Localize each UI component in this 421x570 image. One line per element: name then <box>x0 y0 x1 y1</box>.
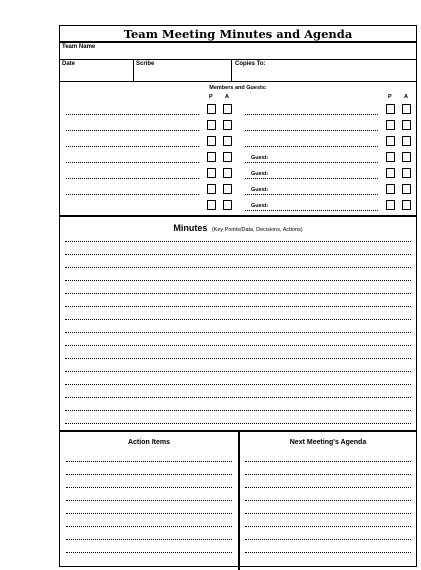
minutes-subheading: (Key Points/Data, Decisions, Actions) <box>211 227 303 233</box>
guest-line[interactable] <box>245 178 378 179</box>
minutes-heading-row <box>60 218 416 236</box>
team-name-label: Team Name <box>62 44 96 50</box>
minutes-line[interactable] <box>65 319 411 320</box>
divider <box>133 59 134 81</box>
member-line[interactable] <box>66 146 199 147</box>
divider <box>60 81 416 82</box>
minutes-heading: Minutes <box>173 223 208 233</box>
absent-header-right: A <box>404 94 408 100</box>
minutes-line[interactable] <box>65 384 411 385</box>
meeting-form <box>59 25 417 567</box>
absent-checkbox[interactable] <box>223 152 232 162</box>
agenda-line[interactable] <box>245 474 411 475</box>
minutes-line[interactable] <box>65 254 411 255</box>
guest-label: Guest: <box>251 171 269 177</box>
absent-checkbox[interactable] <box>402 168 411 178</box>
absent-checkbox[interactable] <box>402 120 411 130</box>
absent-checkbox[interactable] <box>223 168 232 178</box>
guest-label: Guest: <box>251 187 269 193</box>
copies-to-label: Copies To: <box>235 61 266 67</box>
scribe-label: Scribe <box>136 61 155 67</box>
action-item-line[interactable] <box>66 500 232 501</box>
present-checkbox[interactable] <box>386 200 395 210</box>
agenda-line[interactable] <box>245 500 411 501</box>
guest-line[interactable] <box>245 210 378 211</box>
absent-checkbox[interactable] <box>402 136 411 146</box>
absent-checkbox[interactable] <box>402 184 411 194</box>
agenda-line[interactable] <box>245 513 411 514</box>
form-title: Team Meeting Minutes and Agenda <box>123 27 353 41</box>
agenda-line[interactable] <box>245 461 411 462</box>
present-checkbox[interactable] <box>207 168 216 178</box>
absent-checkbox[interactable] <box>223 184 232 194</box>
action-item-line[interactable] <box>66 461 232 462</box>
minutes-line[interactable] <box>65 410 411 411</box>
present-header-right: P <box>388 94 392 100</box>
absent-checkbox[interactable] <box>402 104 411 114</box>
member-line[interactable] <box>66 178 199 179</box>
agenda-line[interactable] <box>245 487 411 488</box>
action-item-line[interactable] <box>66 474 232 475</box>
divider <box>60 41 416 43</box>
present-header-left: P <box>209 94 213 100</box>
present-checkbox[interactable] <box>207 152 216 162</box>
present-checkbox[interactable] <box>207 104 216 114</box>
agenda-line[interactable] <box>245 526 411 527</box>
absent-checkbox[interactable] <box>402 152 411 162</box>
divider <box>231 59 232 81</box>
present-checkbox[interactable] <box>386 136 395 146</box>
member-line[interactable] <box>245 146 378 147</box>
present-checkbox[interactable] <box>207 136 216 146</box>
agenda-line[interactable] <box>245 552 411 553</box>
members-heading: Members and Guests: <box>209 85 267 91</box>
absent-checkbox[interactable] <box>223 120 232 130</box>
divider <box>238 430 240 570</box>
minutes-line[interactable] <box>65 358 411 359</box>
absent-header-left: A <box>225 94 229 100</box>
divider <box>60 215 416 217</box>
minutes-line[interactable] <box>65 293 411 294</box>
guest-line[interactable] <box>245 162 378 163</box>
absent-checkbox[interactable] <box>223 104 232 114</box>
member-line[interactable] <box>66 194 199 195</box>
minutes-line[interactable] <box>65 371 411 372</box>
member-line[interactable] <box>245 114 378 115</box>
present-checkbox[interactable] <box>386 184 395 194</box>
action-item-line[interactable] <box>66 539 232 540</box>
present-checkbox[interactable] <box>386 168 395 178</box>
next-agenda-heading: Next Meeting's Agenda <box>289 439 367 446</box>
action-item-line[interactable] <box>66 513 232 514</box>
absent-checkbox[interactable] <box>223 200 232 210</box>
date-label: Date <box>62 61 76 67</box>
member-line[interactable] <box>66 114 199 115</box>
action-item-line[interactable] <box>66 487 232 488</box>
member-line[interactable] <box>66 162 199 163</box>
action-item-line[interactable] <box>66 552 232 553</box>
minutes-line[interactable] <box>65 241 411 242</box>
member-line[interactable] <box>66 130 199 131</box>
present-checkbox[interactable] <box>386 120 395 130</box>
minutes-line[interactable] <box>65 345 411 346</box>
minutes-line[interactable] <box>65 280 411 281</box>
present-checkbox[interactable] <box>386 152 395 162</box>
guest-label: Guest: <box>251 155 269 161</box>
minutes-line[interactable] <box>65 306 411 307</box>
absent-checkbox[interactable] <box>223 136 232 146</box>
agenda-line[interactable] <box>245 539 411 540</box>
minutes-line[interactable] <box>65 397 411 398</box>
present-checkbox[interactable] <box>386 104 395 114</box>
minutes-line[interactable] <box>65 267 411 268</box>
absent-checkbox[interactable] <box>402 200 411 210</box>
action-item-line[interactable] <box>66 526 232 527</box>
present-checkbox[interactable] <box>207 200 216 210</box>
action-items-heading: Action Items <box>127 439 170 446</box>
minutes-line[interactable] <box>65 423 411 424</box>
guest-line[interactable] <box>245 194 378 195</box>
divider <box>60 59 416 60</box>
minutes-line[interactable] <box>65 332 411 333</box>
present-checkbox[interactable] <box>207 184 216 194</box>
guest-label: Guest: <box>251 203 269 209</box>
member-line[interactable] <box>245 130 378 131</box>
present-checkbox[interactable] <box>207 120 216 130</box>
